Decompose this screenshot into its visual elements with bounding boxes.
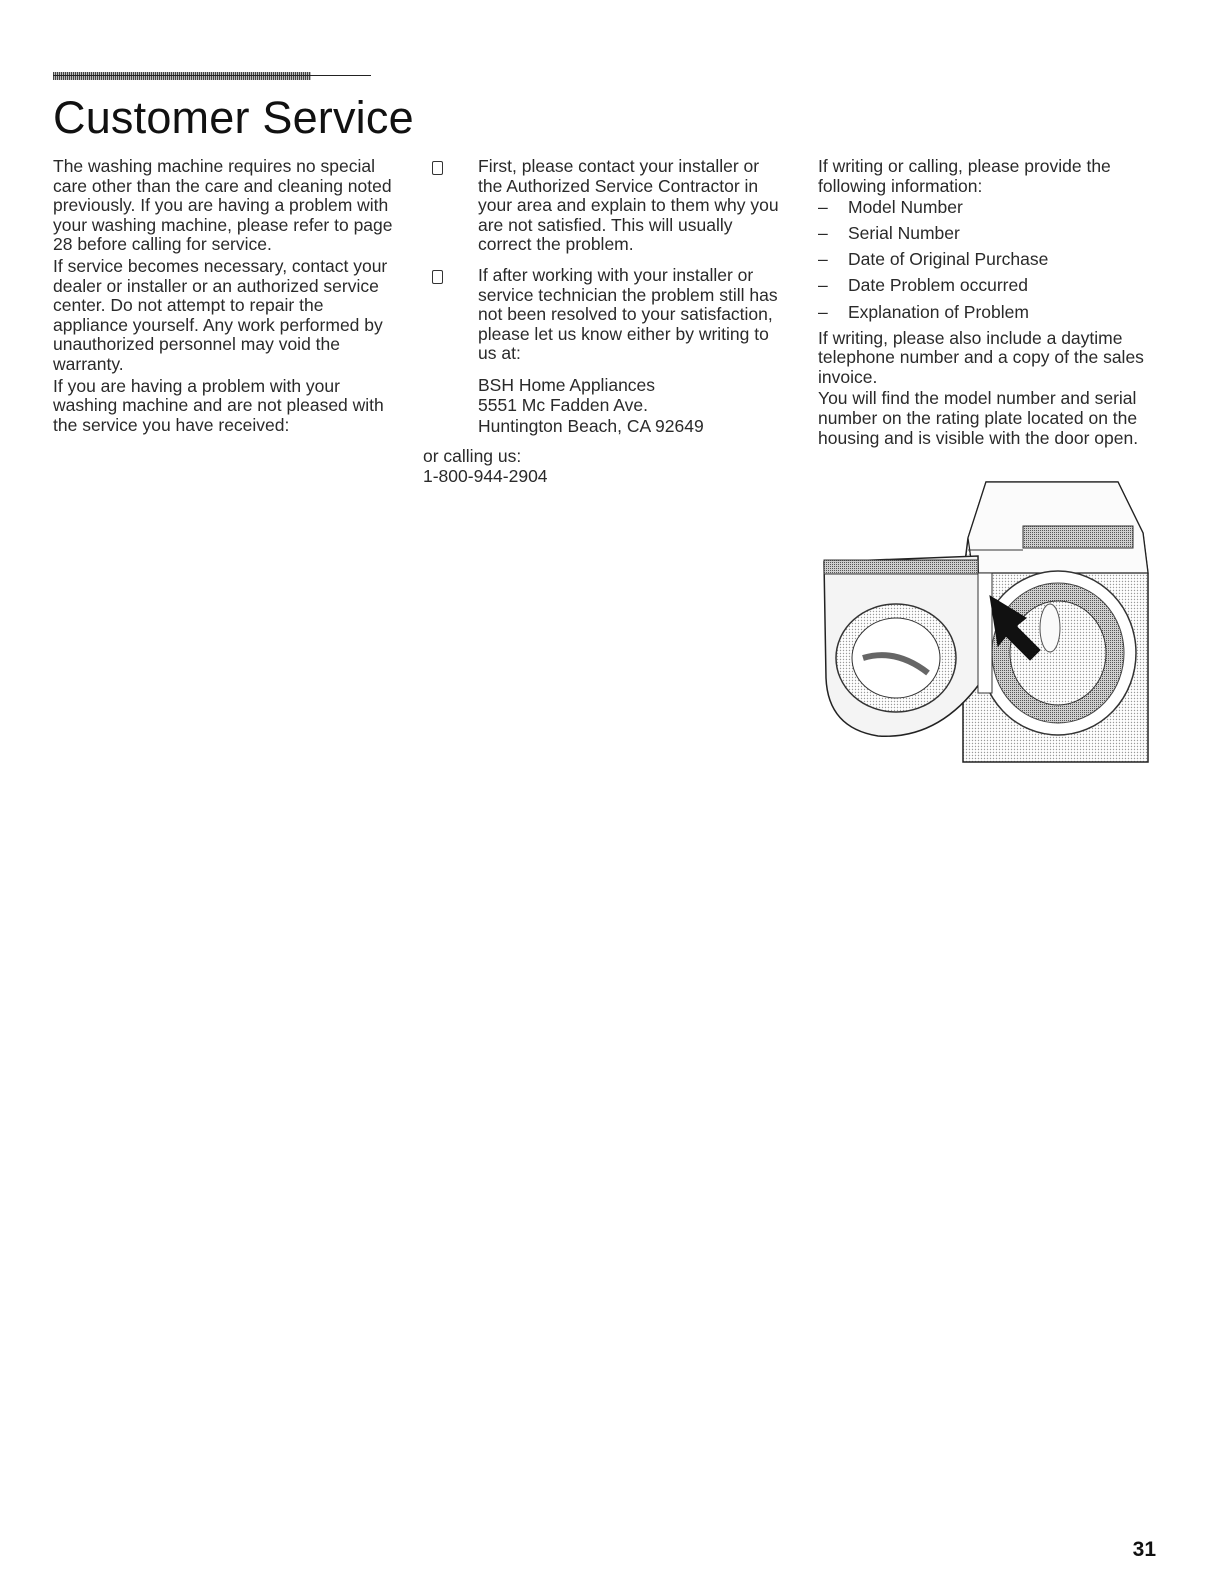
info-list (818, 198, 1163, 322)
info-paragraph-2: If writing, please also include a daytime telephone number and a copy of the sales invoice. (818, 327, 1144, 387)
column-information (818, 157, 1163, 450)
column-contact-steps (423, 157, 783, 487)
dash-icon: – (818, 249, 828, 270)
intro-paragraph-3: If you are having a problem with your washing machine and are not pleased with the service you have received: (53, 375, 384, 435)
info-item-model-number: Model Number (848, 197, 963, 218)
intro-paragraph-1: The washing machine requires no special care other than the care and cleaning noted previously. If you are having a problem with your washing machine, please refer to page 28 before calling for service. (53, 156, 393, 255)
dash-icon: – (818, 301, 828, 322)
phone-number: 1-800-944-2904 (423, 466, 548, 487)
calling-label: or calling us: (423, 446, 522, 467)
info-list-item (818, 303, 1163, 323)
info-list-item (818, 198, 1163, 218)
info-item-purchase-date: Date of Original Purchase (848, 249, 1049, 270)
calling-block (423, 447, 783, 486)
info-list-item (818, 224, 1163, 244)
info-paragraph-3: You will find the model number and serial number on the rating plate located on the housing and is visible with the door open. (818, 388, 1139, 448)
page-title: Customer Service (53, 92, 414, 143)
info-item-serial-number: Serial Number (848, 223, 960, 244)
intro-paragraph-2: If service becomes necessary, contact your dealer or installer or an authorized service center. Do not attempt to repair the appliance yourself. Any work performed by unauthorized personnel may void the warranty. (53, 255, 388, 374)
info-list-item (818, 250, 1163, 270)
address-line-1: BSH Home Appliances (478, 374, 656, 395)
checkbox-icon (432, 270, 443, 284)
header-rule-line (53, 75, 371, 76)
checkbox-icon (432, 161, 443, 175)
step-item-2 (423, 266, 783, 364)
header-rule-bar (53, 72, 311, 80)
info-intro: If writing or calling, please provide the following information: (818, 156, 1111, 196)
dash-icon: – (818, 223, 828, 244)
header-rule (53, 72, 371, 80)
step-text-1: First, please contact your installer or the Authorized Service Contractor in your area and explain to them why you are not satisfied. This will usually correct the problem. (478, 156, 779, 255)
step-item-1 (423, 157, 783, 255)
column-intro (53, 157, 398, 437)
mailing-address (423, 375, 783, 437)
page-number: 31 (1132, 1538, 1156, 1561)
dash-icon: – (818, 197, 828, 218)
washing-machine-illustration (818, 478, 1156, 768)
info-item-explanation: Explanation of Problem (848, 301, 1029, 322)
dash-icon: – (818, 275, 828, 296)
step-text-2: If after working with your installer or service technician the problem still has not been resolved to your satisfaction, please let us know either by writing to us at: (478, 264, 778, 364)
address-line-2: 5551 Mc Fadden Ave. (478, 395, 648, 416)
info-item-problem-date: Date Problem occurred (848, 275, 1028, 296)
address-line-3: Huntington Beach, CA 92649 (478, 415, 704, 436)
info-list-item (818, 276, 1163, 296)
